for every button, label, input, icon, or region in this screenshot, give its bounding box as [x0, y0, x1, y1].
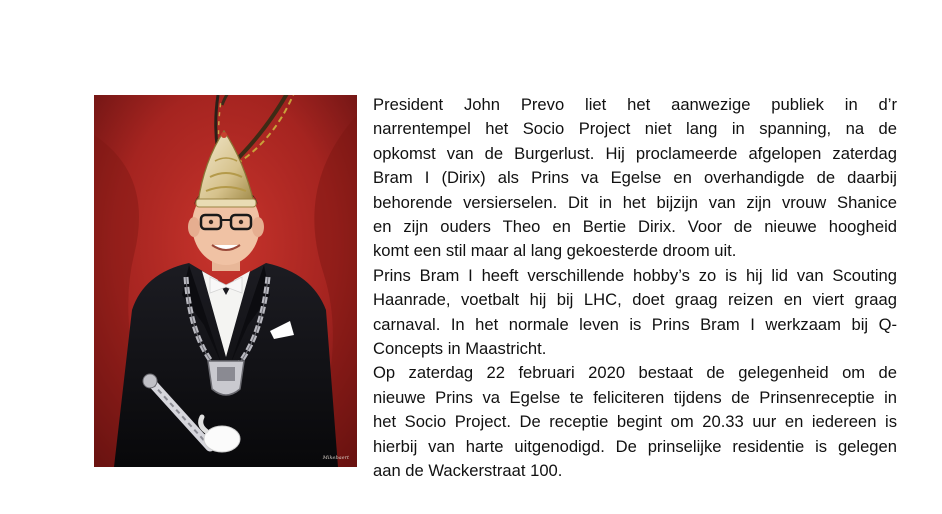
text-line: Concepts in Maastricht.	[373, 339, 547, 359]
article-paragraph-1	[373, 93, 897, 264]
text-line: President John Prevo liet het aanwezige publiek in d’r	[373, 95, 897, 114]
text-line: hierbij van harte uitgenodigd. De prinselijke residentie is gelegen	[373, 436, 897, 456]
text-line: behorende versierselen. Dit in het bijzijn van zijn vrouw Shanice	[373, 192, 897, 212]
text-line: carnaval. In het normale leven is Prins Bram I werkzaam bij Q-	[373, 314, 897, 334]
text-line: aan de Wackerstraat 100.	[373, 461, 563, 481]
text-line: opkomst van de Burgerlust. Hij proclameerde afgelopen zaterdag	[373, 143, 897, 163]
text-line: Prins Bram I heeft verschillende hobby’s zo is hij lid van Scouting	[373, 265, 897, 285]
article-text	[373, 93, 897, 484]
portrait-illustration	[94, 95, 357, 467]
text-line: Op zaterdag 22 februari 2020 bestaat de gelegenheid om de	[373, 363, 897, 383]
photo-credit-watermark: Mikebaert	[322, 455, 349, 461]
article-paragraph-2	[373, 264, 897, 362]
prince-portrait-photo	[94, 95, 357, 467]
article-paragraph-3	[373, 361, 897, 483]
text-line: Haanrade, voetbalt hij bij LHC, doet graag reizen en viert graag	[373, 290, 897, 310]
text-line: komt een stil maar al lang gekoesterde droom uit.	[373, 241, 737, 261]
text-line: nieuwe Prins va Egelse te feliciteren tijdens de Prinsenreceptie in	[373, 387, 897, 407]
text-line: narrentempel het Socio Project niet lang in spanning, na de	[373, 119, 897, 139]
text-line: en zijn ouders Theo en Bertie Dirix. Voor de nieuwe hoogheid	[373, 217, 897, 237]
text-line: het Socio Project. De receptie begint om 20.33 uur en iedereen is	[373, 412, 897, 432]
text-line: Bram I (Dirix) als Prins va Egelse en overhandigde de daarbij	[373, 168, 897, 188]
